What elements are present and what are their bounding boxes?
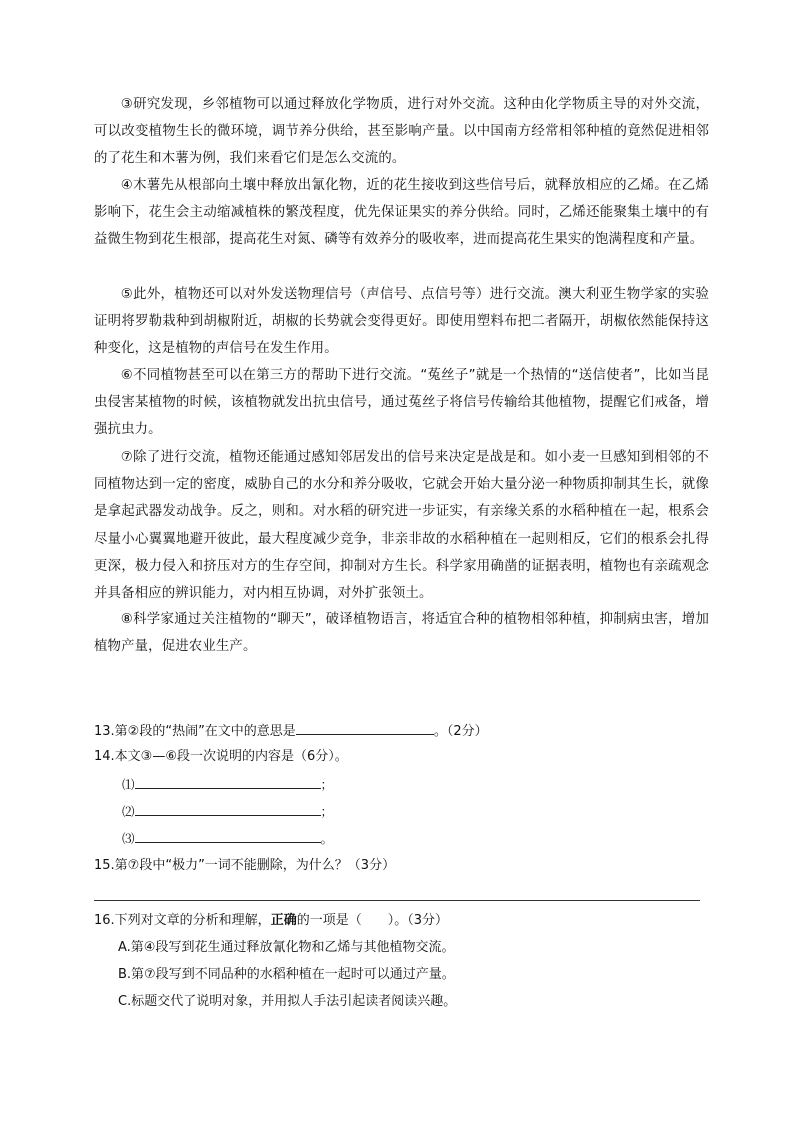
- answer-line-15[interactable]: [94, 900, 700, 901]
- answer-blank-13[interactable]: [296, 720, 434, 735]
- question-14-label-2: ⑵: [122, 804, 135, 819]
- paragraph-6: ⑥不同植物甚至可以在第三方的帮助下进行交流。“菟丝子”就是一个热情的“送信使者”，比如当昆虫侵害某植物的时候，该植物就发出抗虫信号，通过菟丝子将信号传输给其他植物，提醒它们戒备，增强抗虫力。: [94, 368, 709, 438]
- question-16: [94, 911, 448, 931]
- question-16-emphasis: 正确: [270, 913, 297, 928]
- option-c[interactable]: C.标题交代了说明对象，并用拟人手法引起读者阅读兴趣。: [118, 994, 457, 1009]
- question-14-end: 。: [320, 831, 334, 846]
- question-14-line-1: [122, 774, 333, 795]
- question-14-label-1: ⑴: [122, 777, 135, 792]
- question-16-points: 的一项是（ ）。（3分）: [296, 913, 448, 928]
- question-14-label-3: ⑶: [122, 831, 135, 846]
- paragraph-8: ⑧科学家通过关注植物的“聊天”，破译植物语言，将适宜合种的植物相邻种植，抑制病虫害，增加植物产量，促进农业生产。: [94, 612, 709, 655]
- question-14-sep-1: ；: [320, 777, 334, 792]
- answer-blank-14-1[interactable]: [135, 774, 321, 789]
- paragraph-5: ⑤此外，植物还可以对外发送物理信号（声信号、点信号等）进行交流。澳大利亚生物学家的实验证明将罗勒栽种到胡椒附近，胡椒的长势就会变得更好。即使用塑料布把二者隔开，胡椒依然能保持这种变化，这是植物的声信号在发生作用。: [94, 287, 709, 357]
- question-14-line-3: [122, 828, 333, 849]
- question-16-text: 16.下列对文章的分析和理解，: [94, 913, 271, 928]
- option-b[interactable]: B.第⑦段写到不同品种的水稻种植在一起时可以通过产量。: [118, 967, 455, 982]
- question-13-text: 13.第②段的“热闹”在文中的意思是: [94, 724, 296, 739]
- paragraph-3: ③研究发现，乡邻植物可以通过释放化学物质，进行对外交流。这种由化学物质主导的对外交流，可以改变植物生长的微环境，调节养分供给，甚至影响产量。以中国南方经常相邻种植的竟然促进相邻的了花生和木薯为例，我们来看它们是怎么交流的。: [94, 97, 709, 167]
- question-15: 15.第⑦段中“极力”一词不能删除，为什么？（3分）: [94, 858, 396, 873]
- option-a[interactable]: A.第④段写到花生通过释放氰化物和乙烯与其他植物交流。: [118, 940, 455, 955]
- question-14-line-2: [122, 801, 333, 822]
- answer-blank-14-3[interactable]: [135, 828, 321, 843]
- paragraph-4: ④木薯先从根部向土壤中释放出氰化物，近的花生接收到这些信号后，就释放相应的乙烯。在乙烯影响下，花生会主动缩减植株的繁茂程度，优先保证果实的养分供给。同时，乙烯还能聚集土壤中的有益微生物到花生根部，提高花生对氮、磷等有效养分的吸收率，进而提高花生果实的饱满程度和产量。: [94, 178, 709, 248]
- question-14: 14.本文③—⑥段一次说明的内容是（6分）。: [94, 749, 348, 764]
- paragraph-7: ⑦除了进行交流，植物还能通过感知邻居发出的信号来决定是战是和。如小麦一旦感知到相邻的不同植物达到一定的密度，威胁自己的水分和养分吸收，它就会开始大量分泌一种物质抑制其生长，就像是拿起武器发动战争。反之，则和。对水稻的研究进一步证实，有亲缘关系的水稻种植在一起，根系会尽量小心翼翼地避开彼此，最大程度减少竞争，非亲非故的水稻种植在一起则相反，它们的根系会扎得更深，极力侵入和挤压对方的生存空间，抑制对方生长。科学家用确凿的证据表明，植物也有亲疏观念并具备相应的辨识能力，对内相互协调，对外扩张领土。: [94, 450, 709, 602]
- question-14-sep-2: ；: [320, 804, 334, 819]
- question-13: [94, 720, 488, 742]
- answer-blank-14-2[interactable]: [135, 801, 321, 816]
- question-13-points: 。（2分）: [433, 724, 488, 739]
